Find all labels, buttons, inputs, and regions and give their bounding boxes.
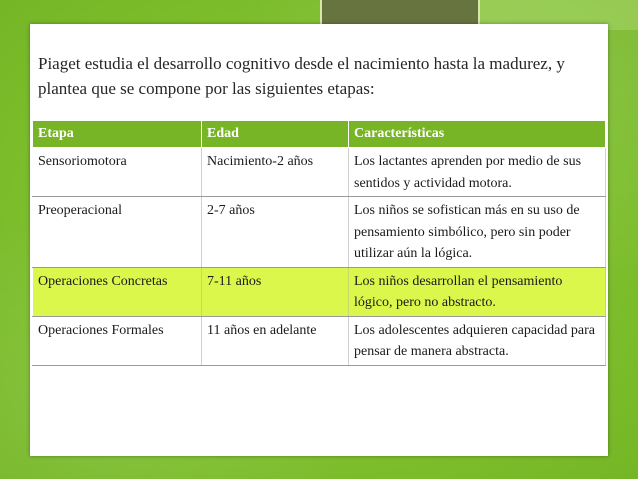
table-header (33, 121, 606, 148)
age-cell: Nacimiento-2 años (202, 148, 349, 197)
stage-cell: Operaciones Formales (33, 316, 202, 365)
age-cell: 11 años en adelante (202, 316, 349, 365)
stage-cell: Operaciones Concretas (33, 267, 202, 316)
characteristics-cell: Los niños se sofistican más en su uso de pensamiento simbólico, pero sin poder utilizar aún la lógica. (349, 197, 606, 268)
table-row (33, 197, 606, 268)
table-body (33, 148, 606, 366)
stages-table (32, 120, 606, 366)
age-cell: 2-7 años (202, 197, 349, 268)
characteristics-cell: Los adolescentes adquieren capacidad para pensar de manera abstracta. (349, 316, 606, 365)
header-row (33, 121, 606, 148)
characteristics-cell: Los lactantes aprenden por medio de sus sentidos y actividad motora. (349, 148, 606, 197)
slide-content (30, 24, 608, 456)
header-edad: Edad (202, 121, 349, 148)
intro-paragraph: Piaget estudia el desarrollo cognitivo desde el nacimiento hasta la madurez, y plantea que se compone por las siguientes etapas: (38, 54, 565, 98)
characteristics-cell: Los niños desarrollan el pensamiento lógico, pero no abstracto. (349, 267, 606, 316)
age-cell: 7-11 años (202, 267, 349, 316)
table-row (33, 316, 606, 365)
stage-cell: Preoperacional (33, 197, 202, 268)
header-caracteristicas: Características (349, 121, 606, 148)
table-row (33, 267, 606, 316)
header-etapa: Etapa (33, 121, 202, 148)
stage-cell: Sensoriomotora (33, 148, 202, 197)
table-row (33, 148, 606, 197)
